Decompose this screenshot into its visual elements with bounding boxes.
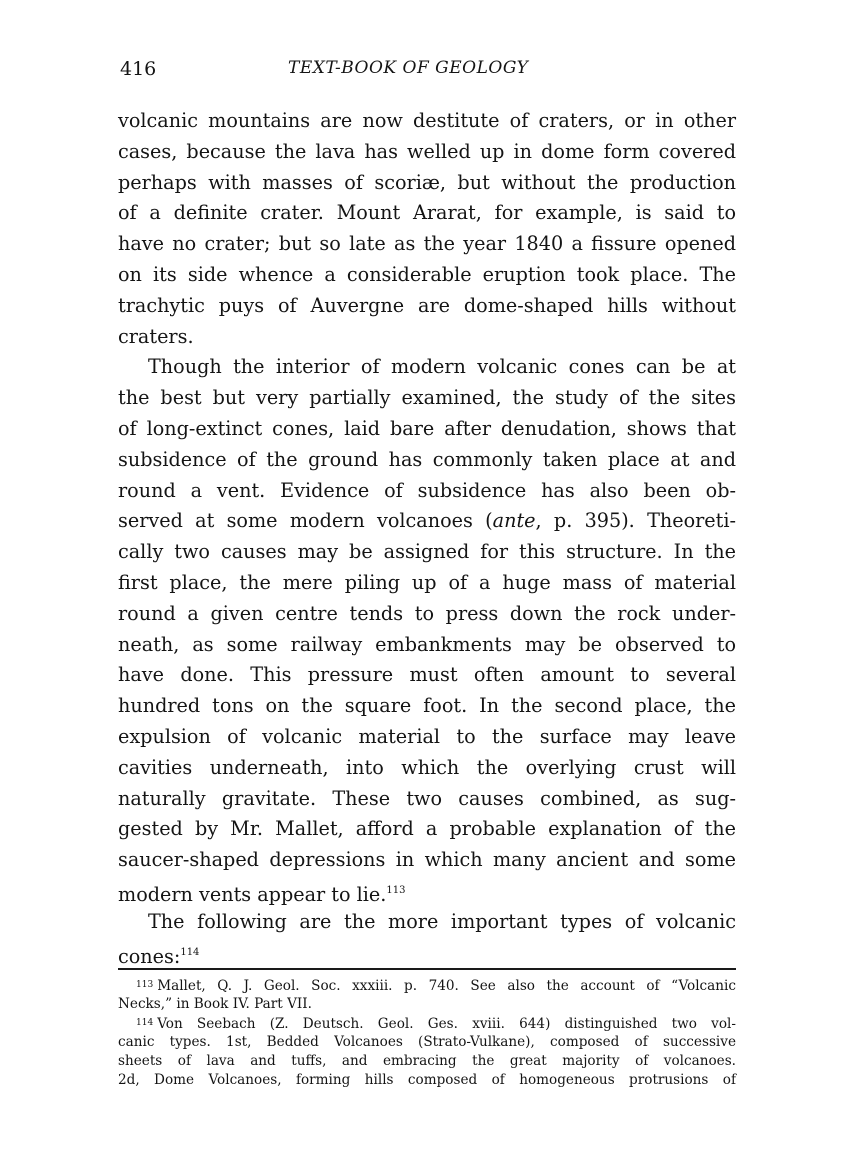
footnote-line: sheets of lava and tuffs, and embracing the great majority of volcanoes. (118, 1053, 736, 1069)
paragraph-3 (118, 907, 736, 969)
text-line: on its side whence a considerable eruption took place. The (118, 262, 736, 286)
running-head (118, 58, 736, 82)
body-text (118, 106, 736, 968)
italic-ante: ante (492, 509, 536, 533)
text-line: expulsion of volcanic material to the surface may leave (118, 724, 736, 748)
text-line: cally two causes may be assigned for this structure. In the (118, 540, 736, 564)
text-fragment: Von Seebach (Z. Deutsch. Geol. Ges. xviii. 644) distinguished two vol- (157, 1016, 736, 1032)
footnote-line (118, 976, 736, 995)
text-fragment: Mallet, Q. J. Geol. Soc. xxxiii. p. 740. See also the account of “Volcanic (157, 978, 736, 994)
footnote-114 (118, 1014, 736, 1090)
text-fragment: , p. 395). Theoreti- (535, 509, 736, 533)
footnote-number: 113 (136, 980, 154, 990)
footnotes (118, 976, 736, 1090)
text-line: neath, as some railway embankments may be observed to (118, 632, 736, 656)
text-line (118, 938, 736, 969)
footnote-number: 114 (136, 1018, 154, 1028)
footnote-ref-113[interactable]: 113 (386, 884, 406, 896)
page-number: 416 (120, 58, 157, 80)
footnote-113 (118, 976, 736, 1014)
text-line: volcanic mountains are now destitute of craters, or in other (118, 109, 736, 132)
footnote-line (118, 1014, 736, 1033)
text-line: round a vent. Evidence of subsidence has also been ob- (118, 478, 736, 502)
text-line: cavities underneath, into which the overlying crust will (118, 755, 736, 779)
text-line: hundred tons on the square foot. In the second place, the (118, 694, 736, 718)
text-line: have no crater; but so late as the year 1840 a fissure opened (118, 232, 736, 256)
text-line: The following are the more important types of volcanic (148, 909, 736, 933)
text-line: of long-extinct cones, laid bare after denudation, shows that (118, 416, 736, 440)
text-fragment: cones: (118, 944, 181, 968)
text-line: naturally gravitate. These two causes combined, as sug- (118, 786, 736, 810)
text-line: cases, because the lava has welled up in dome form covered (118, 139, 736, 163)
paragraph-1 (118, 106, 736, 352)
text-line: round a given centre tends to press down the rock under- (118, 601, 736, 625)
footnote-line: 2d, Dome Volcanoes, forming hills composed of homogeneous protrusions of (118, 1072, 736, 1088)
text-line: perhaps with masses of scoriæ, but without the production (118, 170, 736, 194)
book-page (118, 58, 736, 968)
text-line: craters. (118, 324, 194, 348)
footnote-line: Necks,” in Book IV. Part VII. (118, 996, 312, 1012)
text-fragment: modern vents appear to lie. (118, 882, 387, 906)
text-line: saucer-shaped depressions in which many ancient and some (118, 848, 736, 872)
text-fragment: served at some modern volcanoes ( (118, 509, 493, 533)
text-line: trachytic puys of Auvergne are dome-shaped hills without (118, 293, 736, 317)
running-title: TEXT-BOOK OF GEOLOGY (288, 58, 529, 78)
footnote-divider (118, 968, 736, 970)
footnote-ref-114[interactable]: 114 (180, 946, 200, 958)
text-line: first place, the mere piling up of a huge mass of material (118, 570, 736, 594)
text-line: Though the interior of modern volcanic cones can be at (148, 355, 736, 379)
text-line: subsidence of the ground has commonly taken place at and (118, 447, 736, 471)
text-line (118, 876, 736, 907)
text-line: gested by Mr. Mallet, afford a probable explanation of the (118, 817, 736, 841)
text-line: of a definite crater. Mount Ararat, for example, is said to (118, 201, 736, 225)
footnote-line: canic types. 1st, Bedded Volcanoes (Strato-Vulkane), composed of successive (118, 1034, 736, 1050)
text-line-with-citation (118, 506, 736, 537)
paragraph-2 (118, 352, 736, 906)
text-line: have done. This pressure must often amount to several (118, 663, 736, 687)
text-line: the best but very partially examined, the study of the sites (118, 386, 736, 410)
